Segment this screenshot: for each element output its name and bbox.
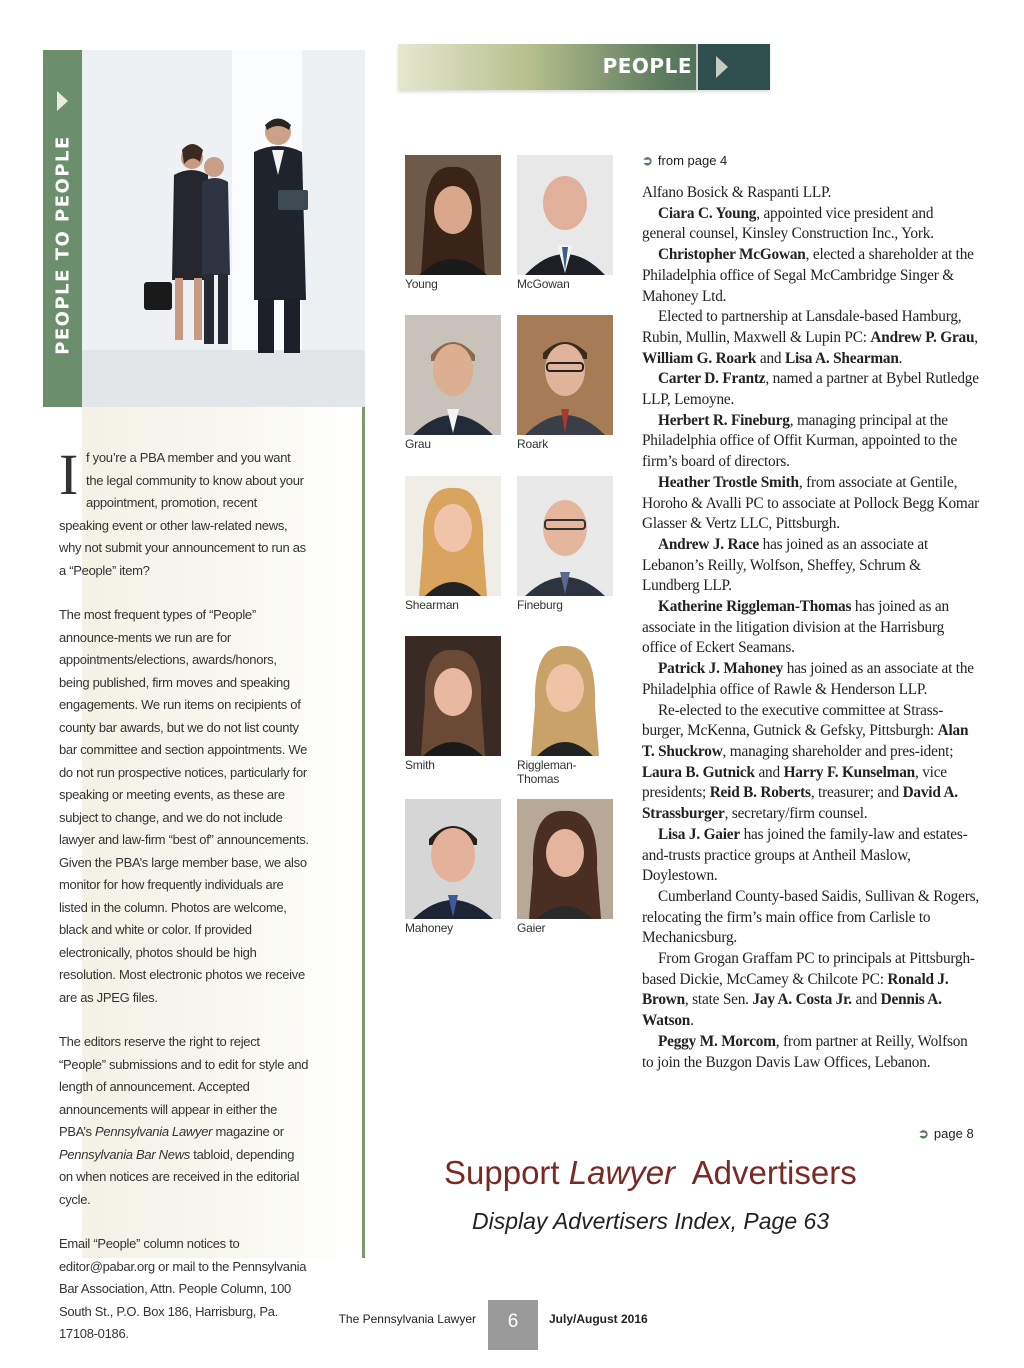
person-name: Ciara C. Young [658, 204, 757, 222]
article-text: . [690, 1012, 694, 1030]
person-name: Patrick J. Mahoney [658, 660, 784, 678]
article-text: , [974, 328, 978, 346]
person-name: Harry F. Kunselman [783, 763, 915, 781]
business-people-illustration [82, 50, 365, 407]
article-text: Elected to partnership at Lansdale-based Hamburg, Rubin, Mullin, Maxwell & Lupin PC: [642, 308, 962, 346]
headshot-smith [405, 636, 501, 772]
article-text: , secretary/firm counsel. [724, 805, 868, 823]
headshot-caption: Gaier [517, 921, 546, 935]
sidebar-intro [59, 442, 309, 582]
drop-cap: I [59, 442, 79, 507]
portrait-photo [405, 799, 501, 919]
article-paragraph [642, 701, 980, 825]
article-paragraph [642, 245, 980, 307]
person-name: David A. Strassburger [642, 784, 958, 823]
person-name: Lisa A. Shearman [784, 349, 899, 367]
advertisers-word: Advertisers [675, 1154, 857, 1191]
portrait-photo [405, 315, 501, 435]
article-text: , treasurer; and [810, 784, 903, 802]
article-text: , state Sen. [684, 991, 753, 1009]
article-paragraph: Cumberland County-based Saidis, Sullivan & Rogers, relocating the firm’s main office from Carlisle to Mechanicsburg. [642, 887, 979, 947]
article-paragraph [642, 659, 980, 700]
person-name: Dennis A. Watson [642, 991, 942, 1030]
article-paragraph [642, 411, 980, 473]
article-paragraph [642, 473, 980, 535]
sidebar-text [59, 442, 309, 1368]
article-text: , elected a shareholder at the Philadelphia office of Segal McCambridge Singer & Mahoney Ltd. [642, 246, 974, 305]
headshot-caption: Grau [405, 437, 431, 451]
headshot-mahoney [405, 799, 501, 935]
sidebar-tab [43, 50, 82, 407]
article-text: has joined as an associate at Lebanon’s Reilly, Wolfson, Sheffey, Schrum & Lundberg LLP. [642, 535, 929, 595]
sidebar-paragraph-3 [59, 1031, 309, 1211]
curved-arrow-icon: ➲ [918, 1126, 929, 1141]
sidebar-p3-text-c: tabloid, depending on when notices are received in the editorial cycle. [59, 1146, 300, 1207]
headshot-gaier [517, 799, 613, 935]
article-text: , from partner at Reilly, Wolfson to join the Buzgon Davis Law Offices, Lebanon. [642, 1032, 968, 1071]
headshot-caption: Shearman [405, 598, 459, 612]
portrait-photo [405, 155, 501, 275]
triangle-right-icon [57, 91, 68, 111]
continued-on-link[interactable] [918, 1126, 974, 1142]
sidebar-vertical-label: PEOPLE TO PEOPLE [52, 135, 74, 355]
headshot-young [405, 155, 501, 291]
person-name: Ronald J. Brown [642, 970, 949, 1009]
article-paragraph [642, 535, 980, 597]
triangle-right-icon [716, 56, 728, 78]
magazine-title: Pennsylvania Lawyer [95, 1124, 213, 1139]
article-paragraph [642, 1032, 980, 1073]
person-name: Andrew J. Race [658, 535, 760, 553]
headshot-grau [405, 315, 501, 451]
headshot-fineburg [517, 476, 613, 612]
people-article [642, 183, 980, 1073]
footer-publication: The Pennsylvania Lawyer [338, 1312, 476, 1326]
sidebar-p3-text-b: magazine or [212, 1124, 284, 1139]
sidebar-paragraph-4: Email “People” column notices to editor@pabar.org or mail to the Pennsylvania Bar Association, Attn. People Column, 100 South St., P.O. Box 186, Harrisburg, Pa. 17108-0186. [59, 1236, 307, 1341]
header-arrow-box [696, 44, 770, 90]
continued-on-text: page 8 [933, 1126, 974, 1141]
article-text: , vice presidents; [642, 763, 947, 802]
portrait-photo [517, 315, 613, 435]
article-paragraph [642, 949, 980, 1032]
headshot-riggleman-thomas [517, 636, 613, 786]
article-paragraph [642, 204, 980, 245]
headshot-caption: Fineburg [517, 598, 563, 612]
person-name: Andrew P. Grau [870, 328, 975, 346]
article-paragraph [642, 597, 980, 659]
article-text: has joined as an associate at the Philadelphia office of Rawle & Henderson LLP. [642, 660, 974, 698]
article-text: , managing shareholder and pres-ident; [722, 742, 954, 760]
headshot-caption: Roark [517, 437, 549, 451]
support-text: upport [466, 1154, 569, 1191]
sidebar-intro-text: f you’re a PBA member and you want the legal community to know about your appointment, promotion, recent speaking event or other law-related news, why not submit your announcement to run as a “People” item? [59, 450, 306, 578]
article-text: and [851, 991, 881, 1009]
continued-from-text: from page 4 [657, 153, 728, 168]
article-paragraph [642, 369, 980, 410]
lawyer-word: Lawyer [568, 1154, 676, 1191]
person-name: Peggy M. Morcom [658, 1032, 776, 1050]
curved-arrow-icon: ➲ [642, 153, 653, 168]
headshot-caption: Mahoney [405, 921, 453, 935]
person-name: Lisa J. Gaier [658, 825, 740, 843]
article-text: From Grogan Graffam PC to principals at Pittsburgh-based Dickie, McCamey & Chilcote PC: [642, 950, 975, 988]
person-name: Alan T. Shuckrow [642, 722, 969, 760]
article-text: has joined the family-law and estates-and-trusts practice groups at Antheil Maslow, Doylestown. [642, 825, 968, 885]
advertisers-index-note: Display Advertisers Index, Page 63 [472, 1208, 830, 1234]
continued-from-link[interactable] [642, 153, 727, 169]
tabloid-title: Pennsylvania Bar News [59, 1146, 190, 1162]
headshot-caption: Young [405, 277, 438, 291]
person-name: Heather Trostle Smith [658, 473, 799, 491]
article-paragraph: Alfano Bosick & Raspanti LLP. [642, 184, 832, 201]
headshot-caption: Riggleman-Thomas [517, 758, 577, 786]
headshot-mcgowan [517, 155, 613, 291]
headshot-shearman [405, 476, 501, 612]
section-header-band [398, 44, 770, 90]
article-paragraph [642, 825, 980, 887]
sidebar-paragraph-2: The most frequent types of “People” announce-ments we run are for appointments/elections, awards/honors, being published, firm moves and speaking engagements. We run items on recipients of county bar awards, but we do not list county bar committee and section appointments. We do not run prospective notices, particularly for speaking or meeting events, as these are subject to change, and we do not include lawyer and law-firm “best of” announcements. Given the PBA’s large member base, we also monitor for how frequently individuals are listed in the column. Photos are welcome, black and white or color. If provided electronically, photos should be high resolution. Most electronic photos we receive are as JPEG files. [59, 607, 309, 1005]
article-text: and [756, 349, 785, 367]
portrait-photo [517, 636, 613, 756]
portrait-photo [405, 636, 501, 756]
person-name: Laura B. Gutnick [642, 763, 755, 781]
footer-issue: July/August 2016 [549, 1312, 648, 1326]
headshot-caption: Smith [405, 758, 435, 772]
article-text: , from associate at Gentile, Horoho & Avalli PC to associate at Pollock Begg Komar Glasser & Vertz LLC, Pittsburgh. [642, 473, 980, 533]
article-text: and [754, 763, 784, 781]
article-text: has joined as an associate in the litigation division at the Harrisburg office of Eckert Seamans. [642, 598, 949, 657]
headshot-roark [517, 315, 613, 451]
person-name: Carter D. Frantz [658, 370, 766, 388]
article-text: , named a partner at Bybel Rutledge LLP, Lemoyne. [642, 370, 979, 409]
support-initial: S [444, 1154, 467, 1191]
page-number: 6 [488, 1300, 538, 1350]
article-text: , managing principal at the Philadelphia office of Offit Kurman, appointed to the firm’s board of directors. [642, 411, 958, 471]
support-advertisers-heading [444, 1154, 857, 1192]
person-name: Christopher McGowan [658, 246, 806, 264]
portrait-photo [517, 155, 613, 275]
portrait-photo [517, 799, 613, 919]
person-name: Reid B. Roberts [709, 784, 811, 802]
person-name: William G. Roark [642, 349, 757, 367]
portrait-photo [405, 476, 501, 596]
article-text: . [898, 349, 903, 367]
article-text: Re-elected to the executive committee at Strass-burger, McKenna, Gutnick & Gefsky, Pittsburgh: [642, 701, 944, 740]
article-paragraph [642, 307, 980, 369]
article-text: , appointed vice president and general counsel, Kinsley Construction Inc., York. [642, 204, 934, 243]
person-name: Herbert R. Fineburg [658, 411, 790, 429]
section-label: PEOPLE [602, 54, 692, 78]
business-people-photo [82, 50, 365, 407]
sidebar-p3-text-a: The editors reserve the right to reject “People” submissions and to edit for style and length of announcement. Accepted announcements will appear in either the PBA’s [59, 1034, 309, 1139]
person-name: Katherine Riggleman-Thomas [658, 598, 852, 616]
headshot-caption: McGowan [517, 277, 570, 291]
person-name: Jay A. Costa Jr. [752, 991, 852, 1009]
portrait-photo [517, 476, 613, 596]
